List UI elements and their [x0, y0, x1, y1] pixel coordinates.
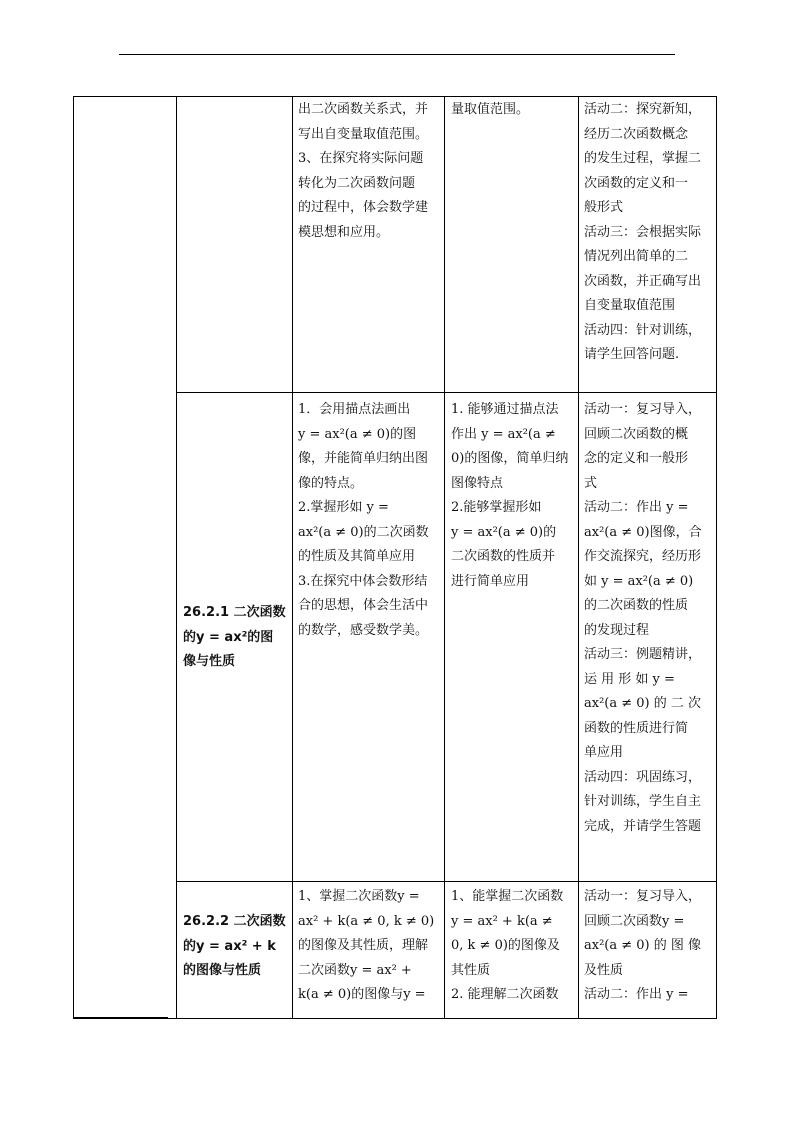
text-line: 活动四：针对训练， [584, 322, 702, 338]
text-line: 活动二：作出 y = [584, 500, 689, 515]
row1-focus-cell [451, 98, 575, 123]
text-line: 的数学，感受数学美。 [298, 622, 429, 638]
column-divider-3 [578, 96, 579, 1018]
text-line: 2. 能理解二次函数 [451, 987, 559, 1002]
row2-goals-cell [298, 398, 440, 643]
text-line: 完成，并请学生答题 [584, 818, 702, 834]
column-divider-2 [444, 96, 445, 1018]
text-line: 转化为二次函数问题 [298, 175, 416, 191]
text-line: ax²(a ≠ 0)图像，合 [584, 524, 702, 540]
text-line: 0)的图像，简单归纳 [451, 451, 569, 466]
text-line: 像，并能简单归纳出图 [298, 451, 429, 466]
text-line: ax² + k(a ≠ 0, k ≠ 0) [298, 913, 435, 929]
column-divider-1 [292, 96, 293, 1018]
text-line: 0, k ≠ 0)的图像及 [451, 938, 560, 953]
text-line: 活动一：复习导入， [584, 889, 702, 904]
text-line: 1、能掌握二次函数 [451, 889, 564, 904]
text-line: 3、在探究将实际问题 [298, 151, 424, 166]
text-line: 经历二次函数概念 [584, 126, 689, 142]
text-line: 针对训练，学生自主 [584, 794, 702, 809]
text-line: 活动三：例题精讲， [584, 647, 702, 662]
row-divider-2 [176, 881, 717, 882]
text-line: 般形式 [584, 200, 624, 215]
text-line: 活动一：复习导入， [584, 402, 702, 417]
text-line: 作出 y = ax²(a ≠ [451, 426, 556, 442]
row2-activities-cell [584, 398, 714, 839]
text-line: 的发生过程，掌握二 [584, 151, 702, 166]
text-line: 单应用 [584, 745, 624, 760]
row3-activities-cell [584, 885, 714, 1008]
text-line: 2.掌握形如 y = [298, 500, 389, 515]
text-line: 1、掌握二次函数y = [298, 889, 420, 904]
row2-focus-cell [451, 398, 575, 594]
text-line: 3.在探究中体会数形结 [298, 573, 428, 589]
text-line: 的过程中，体会数学建 [298, 200, 429, 215]
text-line: 活动二：探究新知， [584, 102, 702, 117]
text-line: 的二次函数的性质 [584, 598, 689, 613]
row1-activities-cell [584, 98, 714, 368]
lesson-title-line: 像与性质 [183, 654, 236, 669]
text-line: 二次函数y = ax² + [298, 962, 412, 978]
table-border-top [73, 96, 717, 97]
text-line: y = ax²(a ≠ 0)的图 [298, 426, 417, 442]
outer-left-column [73, 96, 168, 1018]
text-line: 回顾二次函数y = [584, 913, 685, 929]
row-divider-1 [176, 392, 717, 393]
row3-title-cell [183, 910, 289, 984]
lesson-title-line: 26.2.1 二次函数 [183, 605, 286, 620]
text-line: 自变量取值范围 [584, 298, 676, 313]
text-line: 如 y = ax²(a ≠ 0) [584, 573, 694, 589]
text-line: 次函数的定义和一 [584, 175, 689, 191]
text-line: 及性质 [584, 962, 624, 978]
text-line: 1．会用描点法画出 [298, 402, 411, 417]
text-line: 作交流探究，经历形 [584, 549, 702, 564]
text-line: 活动三：会根据实际 [584, 224, 702, 240]
text-line: y = ax²(a ≠ 0)的 [451, 524, 557, 540]
header-rule [119, 54, 675, 55]
text-line: 2.能够掌握形如 [451, 500, 542, 515]
text-line: 量取值范围。 [451, 102, 530, 117]
text-line: 情况列出简单的二 [584, 249, 689, 264]
text-line: 图像特点 [451, 475, 504, 491]
text-line: 回顾二次函数的概 [584, 426, 689, 442]
text-line: 式 [584, 475, 598, 491]
text-line: 二次函数的性质并 [451, 549, 556, 564]
text-line: ax²(a ≠ 0)的二次函数 [298, 524, 429, 540]
text-line: ax²(a ≠ 0) 的 图 像 [584, 938, 702, 953]
text-line: 写出自变量取值范围。 [298, 126, 429, 142]
text-line: 运 用 形 如 y = [584, 671, 675, 687]
table-border-right [716, 96, 717, 1018]
text-line: ax²(a ≠ 0) 的 二 次 [584, 696, 702, 711]
text-line: 进行简单应用 [451, 573, 530, 589]
row3-goals-cell [298, 885, 440, 1008]
row2-title-cell [183, 601, 289, 675]
lesson-title-line: 的y = ax² + k [183, 938, 276, 954]
lesson-title-line: 26.2.2 二次函数 [183, 914, 286, 929]
text-line: 模思想和应用。 [298, 224, 390, 240]
row3-focus-cell [451, 885, 575, 1008]
text-line: 请学生回答问题. [584, 347, 680, 362]
text-line: 1. 能够通过描点法 [451, 402, 559, 417]
lesson-title-line: 的图像与性质 [183, 963, 262, 978]
table-border-left [176, 96, 177, 1018]
text-line: 的发现过程 [584, 622, 650, 638]
text-line: 活动四：巩固练习， [584, 769, 702, 785]
text-line: 合的思想，体会生活中 [298, 598, 429, 613]
text-line: 函数的性质进行简 [584, 720, 689, 736]
text-line: 其性质 [451, 962, 491, 978]
text-line: 活动二：作出 y = [584, 987, 689, 1002]
text-line: 的性质及其简单应用 [298, 549, 416, 564]
text-line: y = ax² + k(a ≠ [451, 913, 553, 929]
text-line: 像的特点。 [298, 475, 364, 491]
text-line: 念的定义和一般形 [584, 451, 689, 466]
table-border-bottom [73, 1018, 717, 1019]
text-line: 次函数，并正确写出 [584, 273, 702, 289]
row1-goals-cell [298, 98, 440, 245]
text-line: k(a ≠ 0)的图像与y = [298, 987, 426, 1002]
lesson-title-line: 的y = ax²的图 [183, 629, 274, 645]
text-line: 出二次函数关系式，并 [298, 102, 429, 117]
text-line: 的图像及其性质，理解 [298, 938, 429, 953]
